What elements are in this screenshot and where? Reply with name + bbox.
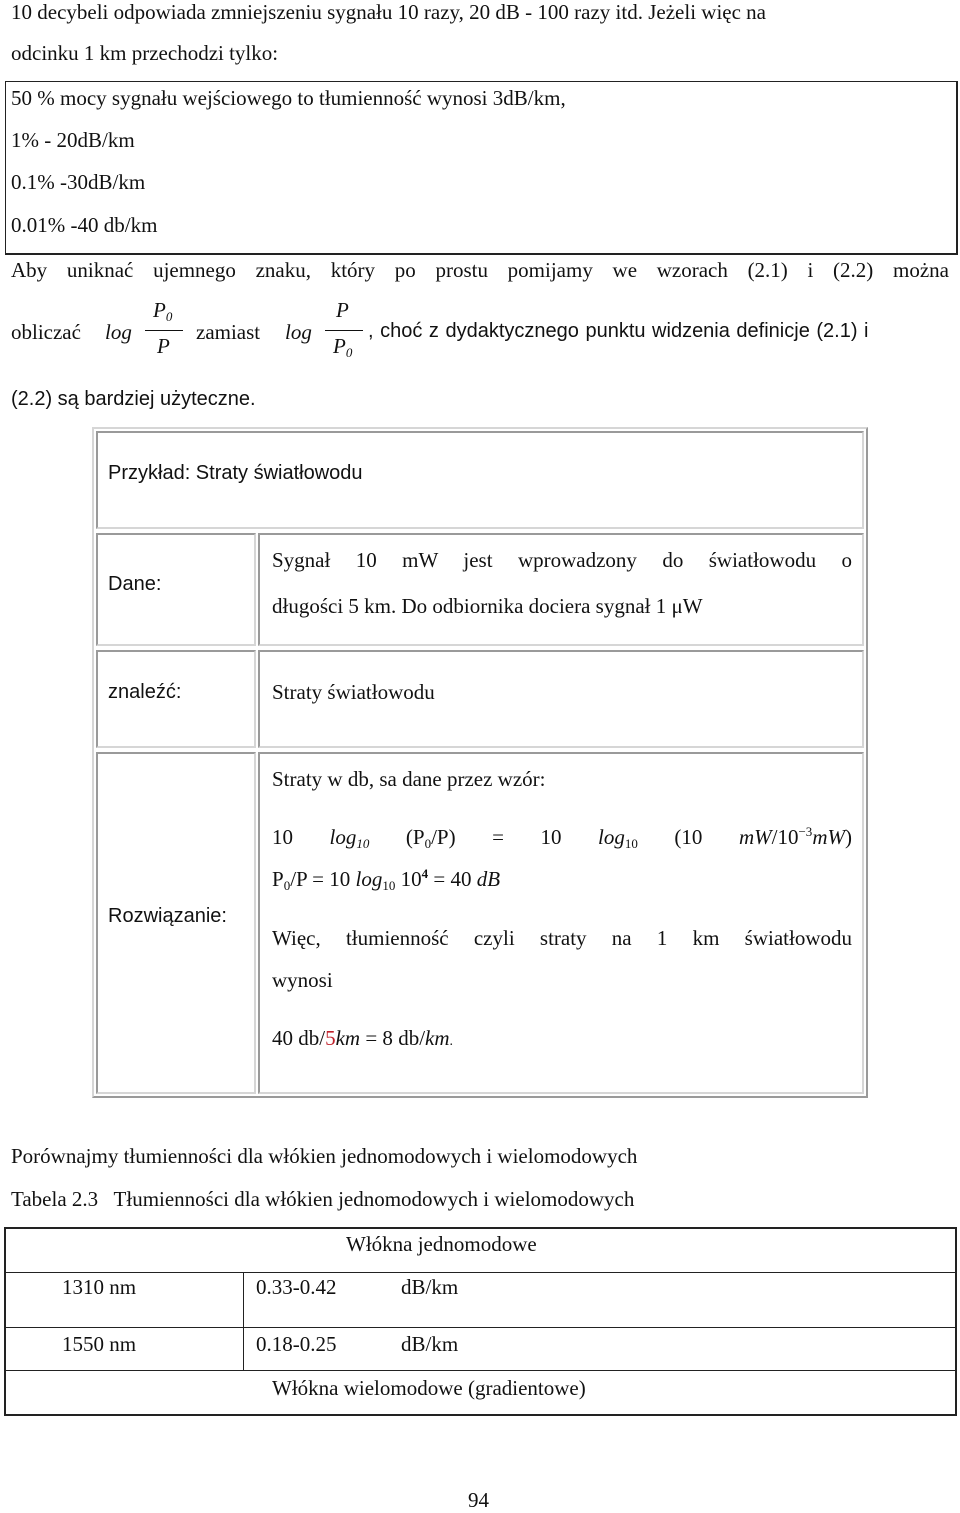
result-five: 5 [325,1026,336,1050]
range-cell: 0.33-0.42 [256,1275,337,1299]
log-text: log [105,320,132,344]
frac1-numerator-sub: 0 [165,309,173,324]
example-title: Przykład: Straty światłowodu [108,462,363,484]
compare-line: Porównajmy tłumienności dla włókien jednomodowych i wielomodowych [11,1144,638,1168]
slash: / [319,1026,326,1050]
formula-eq: = [492,825,504,849]
zamiast-text: zamiast [196,320,261,344]
formula-number: 10 [272,825,293,849]
log-base: 10 [624,836,638,851]
formula-eq: = 8 [365,1026,393,1050]
table-border [243,1272,244,1371]
slash: / [419,1026,426,1050]
range-cell: 0.18-0.25 [256,1332,337,1356]
solution-line-1: Straty w db, sa dane przez wzór: [272,767,546,791]
find-value: Straty światłowodu [272,680,435,704]
sign-note-line-1: Aby uniknać ujemnego znaku, który po prostu pomijamy we wzorach (2.1) i (2.2) można [11,258,949,282]
formula-part: (10 [674,825,703,849]
formula-exponent: 4 [421,866,429,881]
unit-db: db [398,1026,420,1050]
attenuation-item: 0.01% -40 db/km [11,213,158,237]
solution-formula-1 [272,824,852,852]
unit-db: dB [476,867,501,891]
frac1-numerator: P [153,298,166,322]
intro-line-1: 10 decybeli odpowiada zmniejszeniu sygnału 10 razy, 20 dB - 100 razy itd. Jeżeli więc na [11,0,766,24]
formula-exponent: −3 [798,824,813,839]
formula-part: /P = 10 [290,867,351,891]
result-number: 40 [272,1026,293,1050]
formula-close: ) [844,825,852,849]
unit-cell: dB/km [401,1332,459,1356]
given-label: Dane: [108,573,162,595]
frac2-numerator: P [336,298,349,322]
attenuation-item: 1% - 20dB/km [11,128,135,152]
formula-part: /P) [431,825,456,849]
formula-eq: = 40 [433,867,472,891]
wavelength-cell: 1310 nm [62,1275,137,1299]
table-caption: Tabela 2.3 Tłumienności dla włókien jednomodowych i wielomodowych [11,1187,635,1211]
multi-mode-header: Włókna wielomodowe (gradientowe) [272,1376,586,1400]
log-text: log [355,867,383,891]
given-line-2: długości 5 km. Do odbiornika dociera sygnał 1 μW [272,594,703,618]
formula-number: 10 [400,867,422,891]
frac2-denominator-sub: 0 [345,345,353,360]
unit-mw: mW [738,825,772,849]
solution-formula-2 [272,866,500,894]
solution-result [272,1026,453,1051]
intro-line-2: odcinku 1 km przechodzi tylko: [11,41,279,65]
table-border [4,1414,957,1416]
log-text: log [329,825,357,849]
log-base: 10 [382,878,396,893]
fraction-p0-over-p [145,296,185,366]
table-border [4,1227,6,1415]
unit-cell: dB/km [401,1275,459,1299]
attenuation-item: 0.1% -30dB/km [11,170,146,194]
given-line-1: Sygnał 10 mW jest wprowadzony do światłowodu o [272,548,852,572]
obliczac-text: obliczać [11,320,81,344]
find-label: znaleźć: [108,681,182,703]
single-mode-header: Włókna jednomodowe [346,1232,537,1256]
unit-km: km [335,1026,361,1050]
table-border [955,1227,957,1415]
log-text: log [598,825,625,849]
fraction-bar [325,330,363,331]
solution-label: Rozwiązanie: [108,905,227,927]
table-border [4,1227,957,1229]
period: . [449,1034,454,1049]
table-border [4,1327,957,1328]
unit-km: km [425,1026,450,1050]
formula-part: (P [405,825,425,849]
fraction-bar [145,330,183,331]
sign-note-line-3: (2.2) są bardziej użyteczne. [11,388,256,410]
log-text: log [285,320,312,344]
attenuation-item: 50 % mocy sygnału wejściowego to tłumienność wynosi 3dB/km, [11,86,566,110]
solution-line-3a: Więc, tłumienność czyli straty na 1 km światłowodu [272,926,852,950]
formula-sub: 0 [283,878,291,893]
log-base: 10 [356,836,370,851]
wavelength-cell: 1550 nm [62,1332,137,1356]
formula-part: /10 [771,825,799,849]
formula-part: P [272,867,284,891]
unit-mw: mW [812,825,845,849]
frac1-denominator: P [157,334,170,358]
table-border [4,1272,957,1273]
formula-sub: 0 [424,836,432,851]
table-border [4,1370,957,1371]
fraction-p-over-p0 [325,296,365,366]
unit-db: db [298,1026,320,1050]
frac2-denominator: P [333,334,346,358]
solution-line-3b: wynosi [272,968,333,992]
page-number: 94 [468,1488,489,1512]
formula-number: 10 [540,825,562,849]
sign-note-tail: , choć z dydaktycznego punktu widzenia definicje (2.1) i [368,320,869,342]
